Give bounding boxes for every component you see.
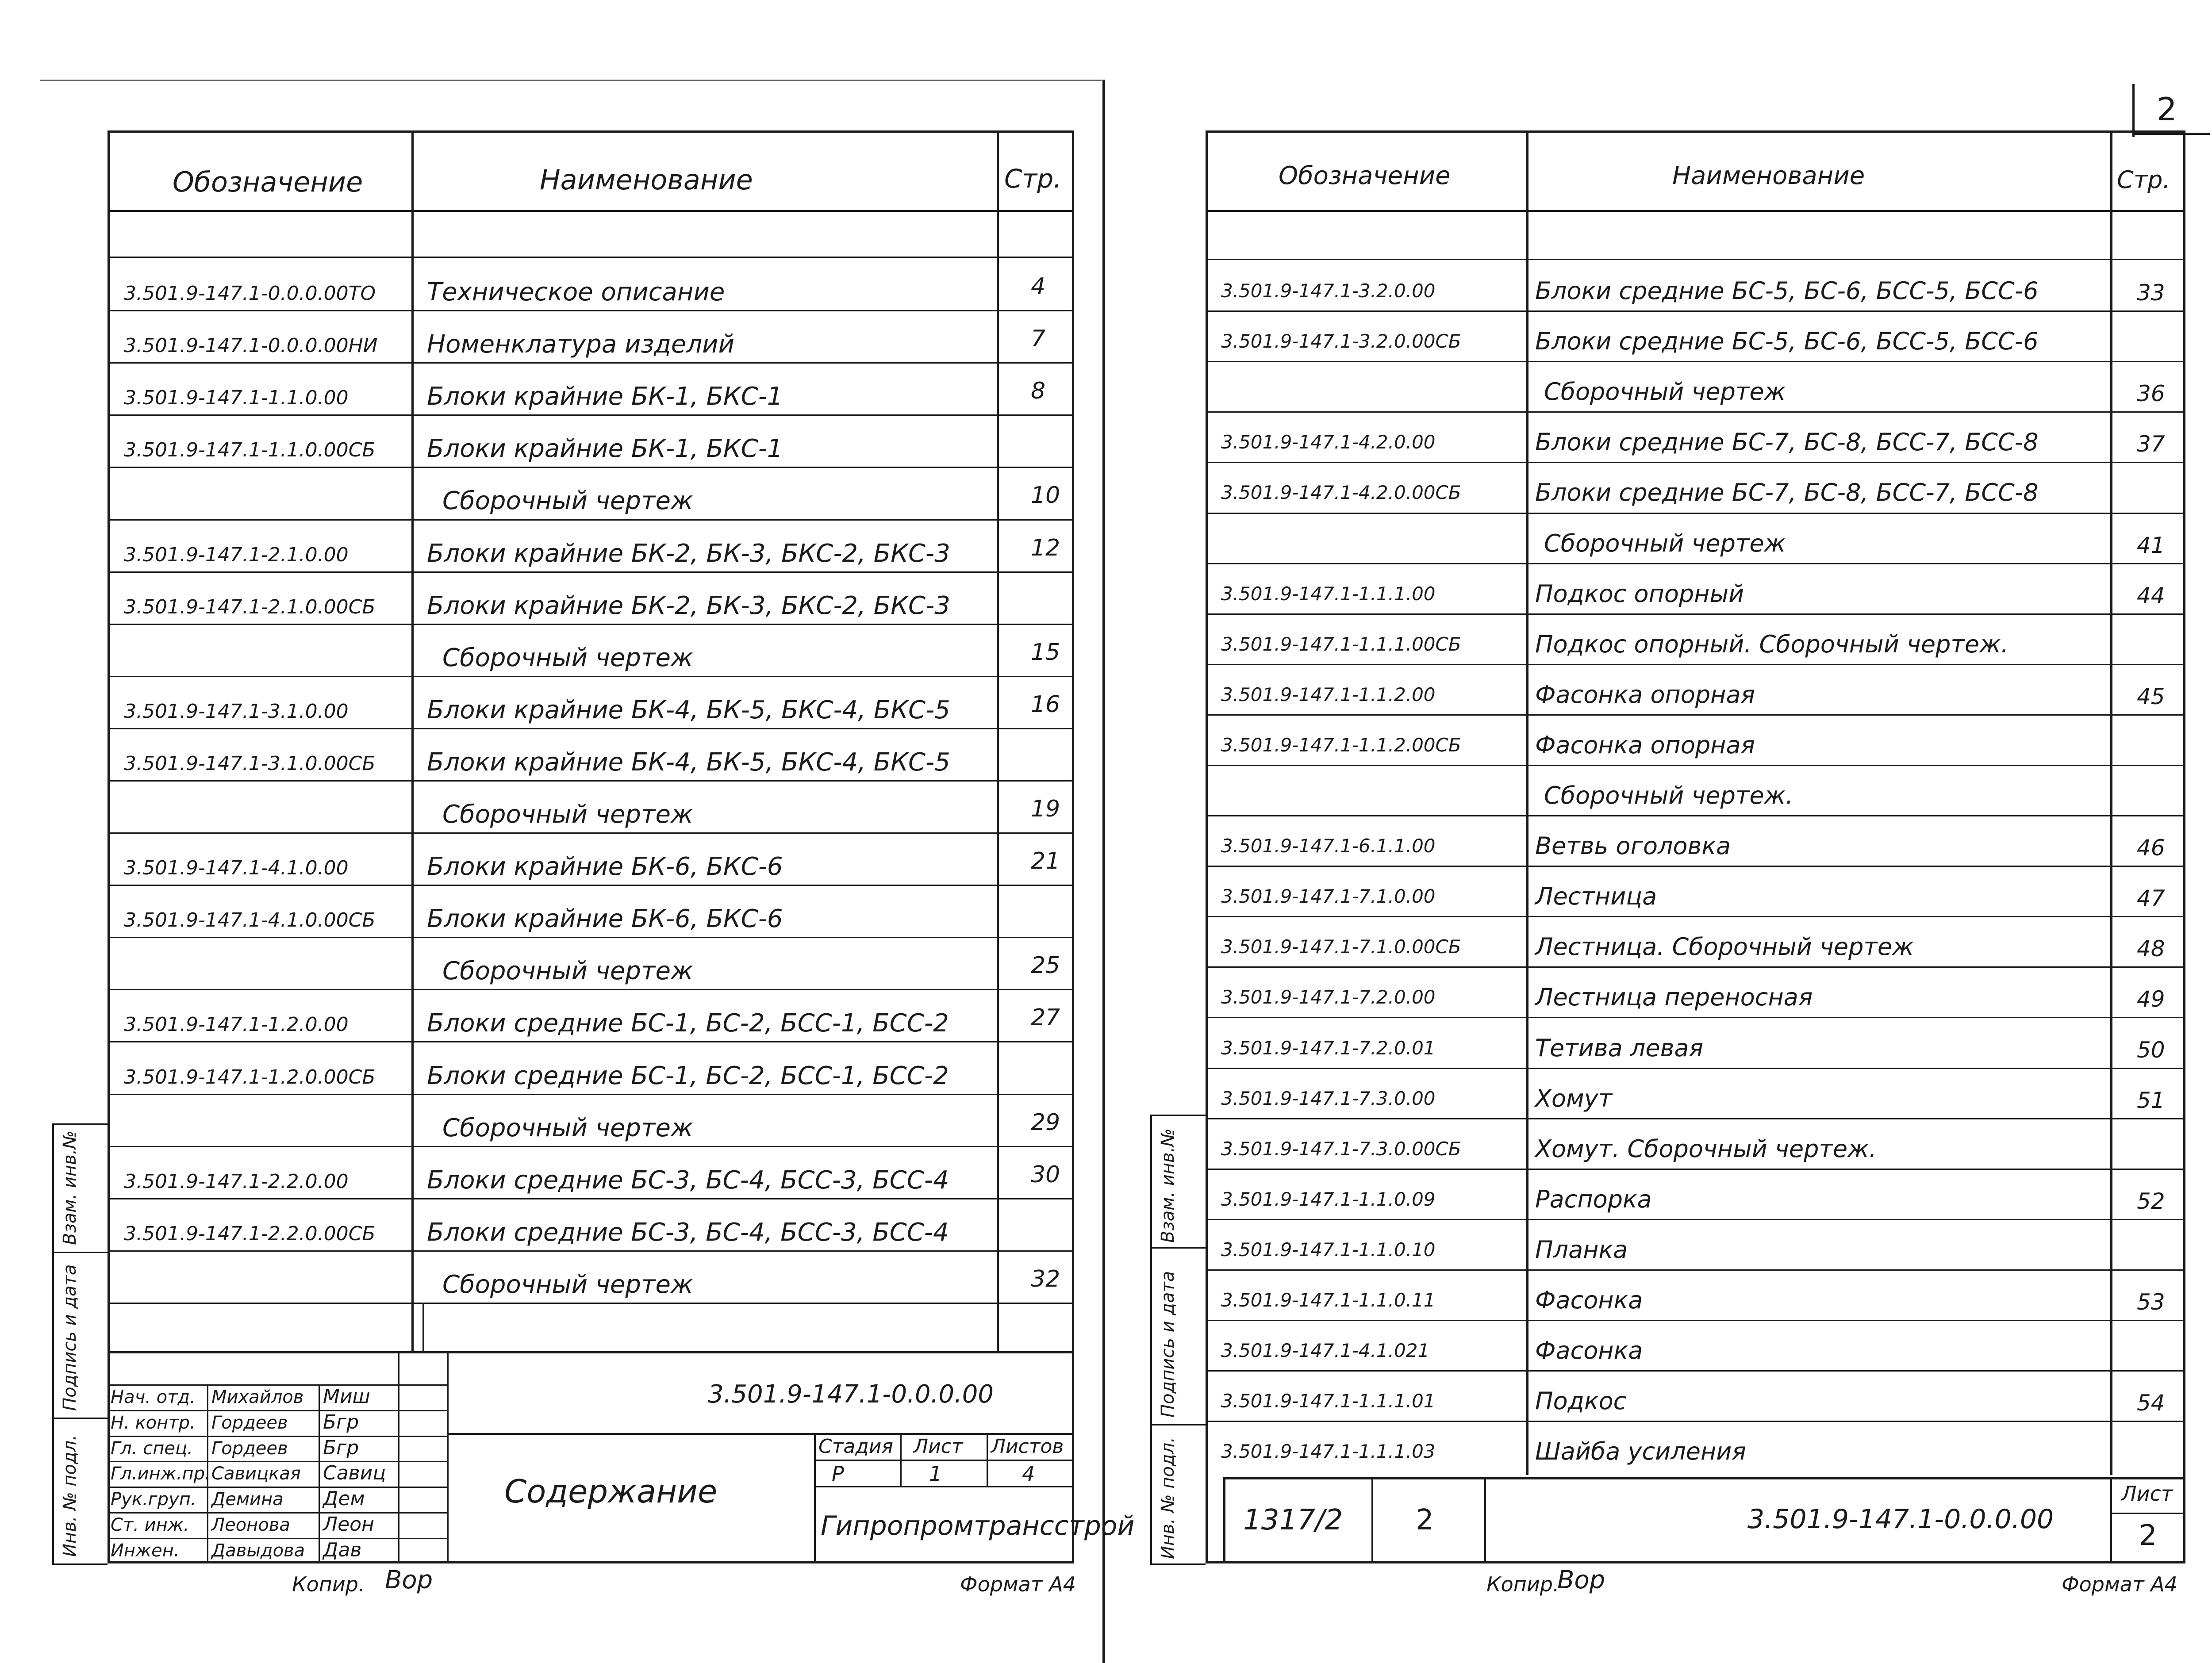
header-name: Наименование [540,164,753,196]
row-name: Фасонка [1535,1337,1643,1364]
header-page-right: Стр. [2117,166,2170,194]
role-signature: Бгр [323,1411,359,1433]
row-code: 3.501.9-147.1-2.2.0.00 [124,1170,349,1193]
row-line [1206,1421,2185,1422]
row-line [1206,714,2185,716]
side-label-vzam: Взам. инв.№ [60,1130,80,1245]
stamp-doc-code: 3.501.9-147.1-0.0.0.00 [708,1380,994,1409]
row-line [1206,1017,2185,1018]
row-code: 3.501.9-147.1-1.2.0.00 [124,1013,349,1036]
sheets-value: 4 [1022,1462,1035,1486]
row-name: Фасонка опорная [1535,681,1755,709]
row-name: Номенклатура изделий [427,330,734,359]
archive-sheet: 2 [1416,1504,1434,1537]
row-code: 3.501.9-147.1-1.1.0.11 [1221,1289,1436,1311]
row-page: 47 [2137,885,2165,911]
side-label-podpis: Подпись и дата [60,1264,80,1411]
role-signature: Дав [323,1539,362,1561]
row-code: 3.501.9-147.1-4.1.0.00 [124,857,349,879]
copied-signature-right: Вор [1557,1566,1605,1594]
row-page: 32 [1031,1266,1060,1292]
row-page: 36 [2137,381,2165,406]
role-row-line [108,1461,447,1462]
row-name: Хомут [1535,1084,1613,1112]
side-strip-line [1150,1247,1206,1249]
row-page: 10 [1031,482,1060,509]
row-code: 3.501.9-147.1-0.0.0.00ТО [124,282,376,305]
row-name: Блоки крайние БК-1, БКС-1 [427,434,783,463]
row-name: Хомут. Сборочный чертеж. [1535,1135,1877,1163]
row-code: 3.501.9-147.1-1.1.1.03 [1221,1441,1436,1462]
row-name: Сборочный чертеж [442,957,693,985]
row-code: 3.501.9-147.1-4.2.0.00 [1221,431,1436,453]
row-line [1206,1118,2185,1119]
row-page: 21 [1031,848,1060,874]
row-line [108,989,1074,990]
row-code: 3.501.9-147.1-4.2.0.00СБ [1221,482,1461,503]
row-line [108,1094,1074,1095]
row-name: Подкос опорный. Сборочный чертеж. [1535,630,2008,658]
row-line [108,310,1074,311]
stamp-col [398,1351,399,1563]
row-name: Блоки средние БС-3, БС-4, БСС-3, БСС-4 [427,1218,949,1247]
row-line [1206,563,2185,564]
row-line [108,519,1074,521]
copied-label: Копир. [292,1572,365,1596]
side-strip-line [1150,1563,1206,1565]
row-code: 3.501.9-147.1-1.1.1.00СБ [1221,633,1461,655]
row-page: 41 [2137,533,2165,558]
row-name: Блоки средние БС-5, БС-6, БСС-5, БСС-6 [1535,327,2039,355]
row-name: Фасонка опорная [1535,731,1755,759]
side-label-podpis-right: Подпись и дата [1158,1271,1178,1418]
role-signature: Леон [323,1513,374,1536]
row-name: Блоки крайние БК-4, БК-5, БКС-4, БКС-5 [427,696,950,724]
role-label: Гл. спец. [111,1438,193,1459]
row-page: 7 [1031,326,1046,352]
row-line [108,1041,1074,1042]
row-name: Блоки средние БС-7, БС-8, БСС-7, БСС-8 [1535,479,2039,506]
role-signature: Савиц [323,1462,386,1484]
row-code: 3.501.9-147.1-7.1.0.00 [1221,885,1436,907]
row-line [1206,765,2185,766]
row-line [1206,361,2185,362]
col-line [2110,130,2112,1475]
copied-signature: Вор [385,1566,433,1594]
role-row-line [108,1487,447,1488]
row-page: 44 [2137,583,2165,609]
row-name: Распорка [1535,1185,1652,1213]
role-person: Михайлов [211,1387,304,1407]
row-line [108,780,1074,782]
header-page: Стр. [1004,164,1062,194]
row-line [1206,462,2185,463]
row-code: 3.501.9-147.1-1.1.0.00СБ [124,439,376,461]
stamp-col [2110,1477,2112,1563]
role-label: Гл.инж.пр. [111,1464,211,1484]
row-code: 3.501.9-147.1-2.1.0.00СБ [124,596,376,618]
stamp-col [987,1433,988,1486]
row-code: 3.501.9-147.1-3.2.0.00СБ [1221,330,1461,352]
row-page: 45 [2137,684,2165,709]
row-code: 3.501.9-147.1-7.2.0.01 [1221,1037,1436,1059]
role-label: Инжен. [111,1540,180,1561]
row-line [108,467,1074,468]
row-code: 3.501.9-147.1-4.1.0.00СБ [124,909,376,931]
row-page: 33 [2137,280,2165,306]
sheet-value: 1 [929,1462,942,1486]
format-label: Формат А4 [960,1572,1076,1596]
row-line [108,1303,1074,1304]
stage-value: Р [832,1462,844,1486]
row-line [1206,1068,2185,1069]
row-line [108,362,1074,364]
sheets-label: Листов [991,1435,1064,1458]
row-page: 25 [1031,952,1060,979]
row-line [108,257,1074,258]
row-line [108,571,1074,573]
row-line [108,937,1074,938]
row-line [1206,310,2185,312]
role-row-line [108,1512,447,1514]
row-page: 54 [2137,1390,2165,1416]
row-line [1206,1269,2185,1271]
row-line [108,676,1074,677]
row-name: Блоки средние БС-5, БС-6, БСС-5, БСС-6 [1535,277,2039,305]
row-line [108,832,1074,834]
role-label: Н. контр. [111,1413,196,1433]
row-page: 30 [1031,1161,1060,1188]
row-code: 3.501.9-147.1-1.1.0.10 [1221,1239,1436,1261]
row-code: 3.501.9-147.1-1.1.2.00 [1221,684,1436,705]
top-rule [40,80,1102,81]
row-line [1206,966,2185,968]
row-code: 3.501.9-147.1-3.1.0.00 [124,700,349,723]
role-label: Рук.груп. [111,1489,196,1510]
row-line [108,1250,1074,1252]
row-page: 27 [1031,1004,1060,1031]
stamp-col [814,1433,816,1563]
row-name: Лестница [1535,882,1657,910]
stamp-col [447,1351,449,1563]
row-line [108,885,1074,886]
stamp-col [1371,1477,1373,1563]
role-person: Давыдова [211,1540,305,1561]
row-line [108,1198,1074,1199]
stamp-row [447,1433,1074,1435]
row-line [108,414,1074,416]
row-name: Сборочный чертеж [442,1270,693,1299]
role-person: Демина [211,1489,284,1510]
row-code: 3.501.9-147.1-3.2.0.00 [1221,280,1436,302]
stamp-col [900,1433,902,1486]
row-line [1206,259,2185,260]
role-signature: Миш [323,1385,370,1408]
row-line [108,1146,1074,1147]
stamp-title: Содержание [504,1473,718,1510]
stage-label: Стадия [818,1435,893,1458]
row-code: 3.501.9-147.1-6.1.1.00 [1221,835,1436,857]
role-label: Ст. инж. [111,1515,189,1535]
row-name: Планка [1535,1236,1628,1264]
row-code: 3.501.9-147.1-1.2.0.00СБ [124,1066,376,1088]
row-name: Блоки средние БС-1, БС-2, БСС-1, БСС-2 [427,1009,949,1038]
role-signature: Бгр [323,1437,359,1459]
row-name: Сборочный чертеж [1544,529,1786,557]
row-page: 53 [2137,1289,2165,1315]
format-label-right: Формат А4 [2062,1572,2177,1596]
right-sheet-value: 2 [2139,1519,2157,1552]
row-page: 29 [1031,1109,1060,1136]
role-person: Леонова [211,1515,290,1535]
page-number: 2 [2157,91,2177,128]
row-code: 3.501.9-147.1-1.1.1.01 [1221,1390,1436,1412]
row-line [1206,815,2185,816]
row-name: Фасонка [1535,1286,1643,1314]
row-name: Лестница. Сборочный чертеж [1535,933,1914,961]
row-code: 3.501.9-147.1-4.1.021 [1221,1340,1430,1361]
row-name: Сборочный чертеж. [1544,782,1793,809]
row-page: 8 [1031,378,1046,404]
row-line [1206,613,2185,615]
role-row-line [108,1384,447,1386]
org-name: Гипропромтрансстрой [821,1510,1135,1541]
role-row-line [108,1538,447,1539]
row-name: Тетива левая [1535,1034,1703,1062]
row-code: 3.501.9-147.1-1.1.0.00 [124,387,349,409]
stamp-col [1484,1477,1486,1563]
row-page: 16 [1031,691,1060,718]
side-label-inv-right: Инв. № подл. [1158,1437,1178,1559]
row-code: 3.501.9-147.1-7.1.0.00СБ [1221,936,1461,958]
row-name: Сборочный чертеж [1544,378,1786,406]
row-name: Блоки средние БС-3, БС-4, БСС-3, БСС-4 [427,1166,949,1195]
row-line [108,728,1074,729]
role-person: Гордеев [211,1438,288,1459]
copied-label-right: Копир. [1486,1572,1559,1596]
row-line [1206,866,2185,867]
row-code: 3.501.9-147.1-1.1.2.00СБ [1221,734,1461,756]
row-name: Блоки крайние БК-4, БК-5, БКС-4, БКС-5 [427,748,950,777]
row-name: Блоки крайние БК-6, БКС-6 [427,852,783,881]
row-code: 3.501.9-147.1-2.1.0.00 [124,544,349,566]
row-name: Сборочный чертеж [442,487,693,515]
page-num-border [2132,84,2135,137]
row-code: 3.501.9-147.1-7.3.0.00 [1221,1088,1436,1109]
row-code: 3.501.9-147.1-7.2.0.00 [1221,986,1436,1008]
side-strip-line [1150,1115,1152,1563]
role-person: Гордеев [211,1413,288,1433]
row-page: 12 [1031,535,1060,561]
row-name: Сборочный чертеж [442,644,693,672]
side-strip-line [52,1563,108,1565]
side-strip-line [52,1123,54,1563]
side-strip-line [52,1123,108,1125]
row-name: Подкос опорный [1535,580,1744,608]
row-code: 3.501.9-147.1-2.2.0.00СБ [124,1222,376,1245]
header-designation: Обозначение [173,166,363,198]
sheet-label: Лист [914,1435,963,1458]
side-strip-line [1150,1424,1206,1425]
row-name: Шайба усиления [1535,1437,1746,1465]
fold-line [1102,80,1105,1663]
stamp-row [814,1460,1074,1461]
row-name: Сборочный чертеж [442,1114,693,1142]
role-person: Савицкая [211,1464,301,1484]
stamp-row [814,1486,1074,1487]
row-page: 50 [2137,1037,2165,1063]
row-page: 15 [1031,639,1060,666]
row-line [1206,1219,2185,1220]
row-page: 19 [1031,796,1060,822]
stamp-row [2110,1513,2185,1514]
col-line [997,130,999,1351]
col-line [411,130,414,1351]
row-page: 49 [2137,986,2165,1012]
row-code: 3.501.9-147.1-0.0.0.00НИ [124,334,378,357]
row-page: 48 [2137,936,2165,962]
row-line [1206,916,2185,917]
row-name: Блоки крайние БК-1, БКС-1 [427,382,783,411]
col-line [422,1303,424,1351]
stamp-top-right [1223,1477,2185,1479]
side-strip-line [1150,1115,1206,1116]
row-page: 37 [2137,431,2165,457]
row-page: 52 [2137,1188,2165,1214]
row-name: Сборочный чертеж [442,800,693,829]
row-name: Блоки крайние БК-2, БК-3, БКС-2, БКС-3 [427,591,950,620]
row-line [108,210,1074,212]
row-name: Блоки средние БС-1, БС-2, БСС-1, БСС-2 [427,1061,949,1090]
row-page: 4 [1031,273,1046,300]
row-line [1206,513,2185,514]
role-signature: Дем [323,1487,365,1510]
row-line [1206,1320,2185,1321]
row-line [1206,1370,2185,1372]
row-line [1206,1169,2185,1170]
row-name: Ветвь оголовка [1535,832,1731,860]
role-label: Нач. отд. [111,1387,196,1407]
row-line [1206,664,2185,665]
right-sheet-label: Лист [2121,1482,2173,1506]
header-name-right: Наименование [1672,161,1865,190]
row-code: 3.501.9-147.1-7.3.0.00СБ [1221,1138,1461,1160]
row-name: Блоки крайние БК-2, БК-3, БКС-2, БКС-3 [427,539,950,568]
side-label-vzam-right: Взам. инв.№ [1158,1128,1178,1243]
row-page: 46 [2137,835,2165,861]
row-name: Техническое описание [427,278,725,307]
role-row-line [108,1410,447,1411]
row-line [1206,210,2185,212]
archive-number: 1317/2 [1243,1504,1343,1537]
row-line [1206,411,2185,413]
header-designation-right: Обозначение [1279,161,1451,190]
row-code: 3.501.9-147.1-1.1.0.09 [1221,1188,1436,1210]
stamp-col [1223,1477,1225,1563]
row-code: 3.501.9-147.1-1.1.1.00 [1221,583,1436,605]
row-name: Блоки средние БС-7, БС-8, БСС-7, БСС-8 [1535,428,2039,456]
side-strip-line [52,1252,108,1253]
row-name: Лестница переносная [1535,983,1813,1011]
stamp-top [108,1351,1074,1353]
side-strip-line [52,1418,108,1419]
role-row-line [108,1436,447,1437]
row-page: 51 [2137,1088,2165,1113]
row-name: Подкос [1535,1387,1627,1415]
col-line [1526,130,1528,1475]
side-label-inv: Инв. № подл. [60,1435,80,1557]
row-code: 3.501.9-147.1-3.1.0.00СБ [124,752,376,775]
row-name: Блоки крайние БК-6, БКС-6 [427,904,783,933]
right-doc-code: 3.501.9-147.1-0.0.0.00 [1747,1504,2054,1535]
row-line [108,624,1074,625]
